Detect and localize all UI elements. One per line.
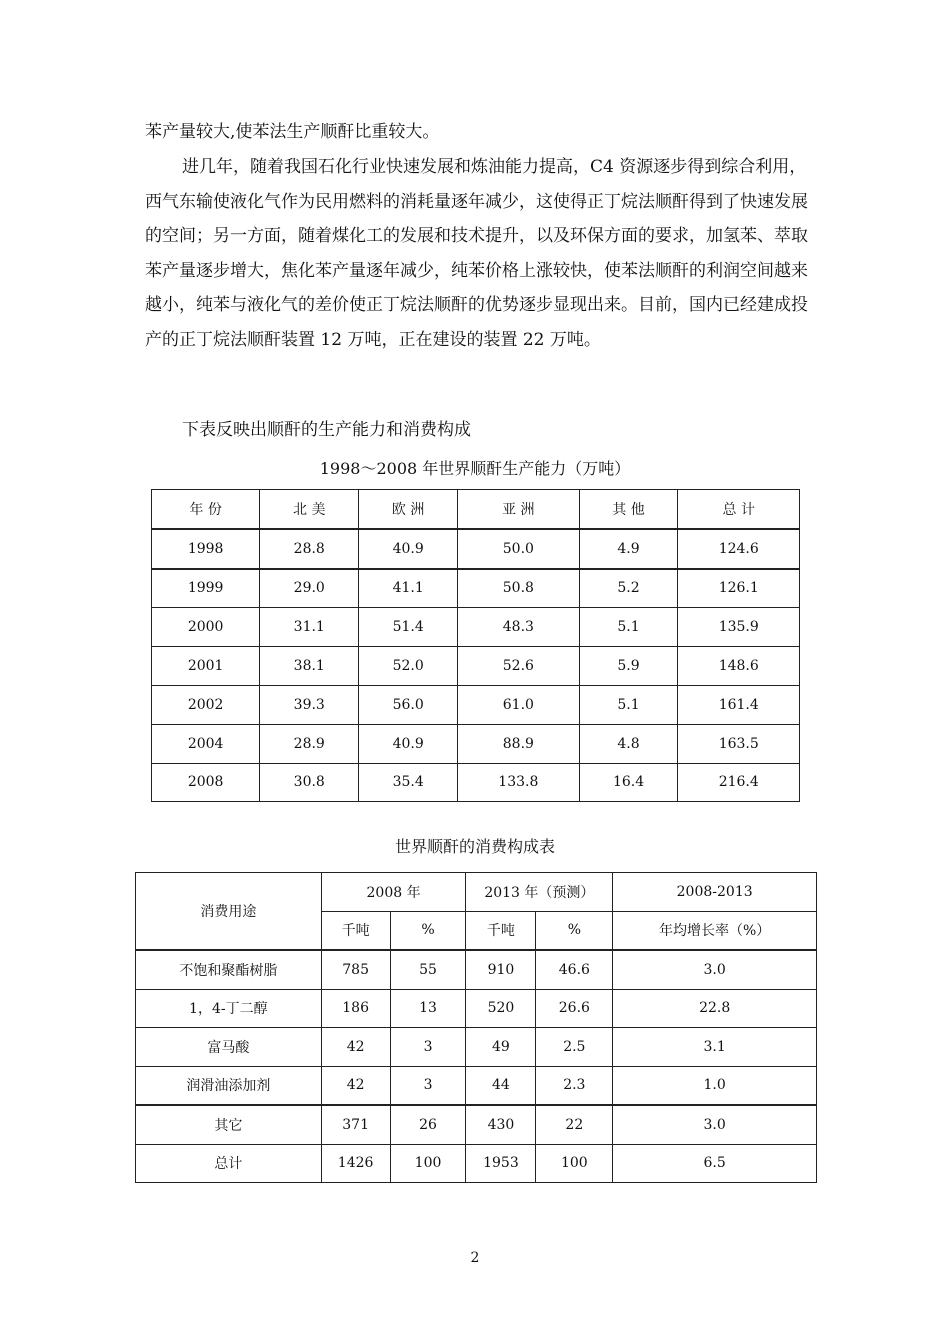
- table-cell: 161.4: [678, 685, 800, 724]
- table-cell: 31.1: [260, 608, 359, 647]
- consumption-table-row: [136, 1028, 817, 1067]
- table-cell: 910: [466, 950, 536, 989]
- table-cell: 3: [390, 1028, 466, 1067]
- table-cell: 50.0: [458, 529, 579, 569]
- table-cell: 186: [321, 989, 390, 1028]
- capacity-table-row: [152, 763, 800, 802]
- table-cell: 52.6: [458, 647, 579, 686]
- table-cell: 3.0: [613, 950, 817, 989]
- capacity-table: [151, 489, 800, 802]
- header-kt-2008: 千吨: [321, 911, 390, 950]
- paragraph-main-text: 进几年，随着我国石化行业快速发展和炼油能力提高，C4 资源逐步得到综合利用，西气东输使液化气作为民用燃料的消耗量逐年减少，这使得正丁烷法顺酐得到了快速发展的空间；另一方面，随着煤化工的发展和技术提升，以及环保方面的要求，加氢苯、萃取苯产量逐步增大，焦化苯产量逐年减少，纯苯价格上涨较快，使苯法顺酐的利润空间越来越小，纯苯与液化气的差价使正丁烷法顺酐的优势逐步显现出来。目前，国内已经建成投产的正丁烷法顺酐装置 12 万吨，正在建设的装置 22 万吨。: [145, 157, 808, 350]
- table-cell: 28.8: [260, 529, 359, 569]
- table-cell: 4.9: [579, 529, 678, 569]
- capacity-table-row: [152, 685, 800, 724]
- table-cell: 100: [536, 1144, 613, 1183]
- table-cell: 49: [466, 1028, 536, 1067]
- header-other: 其 他: [579, 490, 678, 529]
- capacity-table-row: [152, 529, 800, 569]
- table-cell: 430: [466, 1105, 536, 1144]
- capacity-table-header-row: [152, 490, 800, 529]
- table-cell: 2.5: [536, 1028, 613, 1067]
- header-pct-2008: %: [390, 911, 466, 950]
- table-cell: 5.1: [579, 685, 678, 724]
- table-cell: 30.8: [260, 763, 359, 802]
- consumption-header-row-1: [136, 873, 817, 912]
- table-cell: 22: [536, 1105, 613, 1144]
- table-cell: 润滑油添加剂: [136, 1066, 322, 1105]
- header-total: 总 计: [678, 490, 800, 529]
- consumption-table: [135, 872, 817, 1183]
- table-cell: 40.9: [359, 724, 458, 763]
- paragraph-table-intro: [145, 413, 810, 448]
- table-cell: 88.9: [458, 724, 579, 763]
- table-cell: 2.3: [536, 1066, 613, 1105]
- header-year: 年 份: [152, 490, 260, 529]
- table-cell: 50.8: [458, 569, 579, 608]
- table-cell: 26: [390, 1105, 466, 1144]
- table-cell: 1998: [152, 529, 260, 569]
- capacity-table-row: [152, 724, 800, 763]
- table-cell: 22.8: [613, 989, 817, 1028]
- header-asia: 亚 洲: [458, 490, 579, 529]
- table-cell: 28.9: [260, 724, 359, 763]
- page-number: 2: [470, 1250, 480, 1266]
- table-cell: 100: [390, 1144, 466, 1183]
- table-cell: 其它: [136, 1105, 322, 1144]
- table-cell: 13: [390, 989, 466, 1028]
- header-2008: 2008 年: [321, 873, 466, 912]
- consumption-table-row: [136, 1144, 817, 1183]
- table-cell: 48.3: [458, 608, 579, 647]
- table-cell: 785: [321, 950, 390, 989]
- table-cell: 16.4: [579, 763, 678, 802]
- header-north-america: 北 美: [260, 490, 359, 529]
- table-cell: 51.4: [359, 608, 458, 647]
- table-cell: 520: [466, 989, 536, 1028]
- table-cell: 6.5: [613, 1144, 817, 1183]
- table-cell: 41.1: [359, 569, 458, 608]
- table-cell: 52.0: [359, 647, 458, 686]
- table-cell: 3: [390, 1066, 466, 1105]
- table-cell: 1953: [466, 1144, 536, 1183]
- consumption-table-row: [136, 989, 817, 1028]
- header-growth-years: 2008-2013: [613, 873, 817, 912]
- table-cell: 55: [390, 950, 466, 989]
- header-kt-2013: 千吨: [466, 911, 536, 950]
- table-cell: 133.8: [458, 763, 579, 802]
- header-europe: 欧 洲: [359, 490, 458, 529]
- capacity-table-row: [152, 647, 800, 686]
- table-cell: 46.6: [536, 950, 613, 989]
- table-cell: 163.5: [678, 724, 800, 763]
- header-use: 消费用途: [136, 873, 322, 951]
- header-pct-2013: %: [536, 911, 613, 950]
- table-cell: 40.9: [359, 529, 458, 569]
- capacity-table-caption: 1998～2008 年世界顺酐生产能力（万吨）: [319, 459, 631, 478]
- table-cell: 135.9: [678, 608, 800, 647]
- table-cell: 61.0: [458, 685, 579, 724]
- consumption-table-row: [136, 1105, 817, 1144]
- table-cell: 124.6: [678, 529, 800, 569]
- header-growth-rate: 年均增长率（%）: [613, 911, 817, 950]
- table-cell: 3.1: [613, 1028, 817, 1067]
- table-cell: 富马酸: [136, 1028, 322, 1067]
- table-cell: 38.1: [260, 647, 359, 686]
- capacity-table-row: [152, 608, 800, 647]
- table-cell: 2000: [152, 608, 260, 647]
- consumption-table-caption: 世界顺酐的消费构成表: [394, 837, 555, 856]
- table-cell: 5.2: [579, 569, 678, 608]
- table-cell: 4.8: [579, 724, 678, 763]
- paragraph-table-intro-text: 下表反映出顺酐的生产能力和消费构成: [182, 420, 471, 440]
- table-cell: 总计: [136, 1144, 322, 1183]
- table-cell: 29.0: [260, 569, 359, 608]
- table-cell: 1.0: [613, 1066, 817, 1105]
- table-cell: 26.6: [536, 989, 613, 1028]
- table-cell: 148.6: [678, 647, 800, 686]
- consumption-table-row: [136, 1066, 817, 1105]
- paragraph-main: [145, 150, 810, 357]
- table-cell: 2008: [152, 763, 260, 802]
- table-cell: 1，4-丁二醇: [136, 989, 322, 1028]
- table-cell: 42: [321, 1028, 390, 1067]
- table-cell: 1999: [152, 569, 260, 608]
- table-cell: 2001: [152, 647, 260, 686]
- table-cell: 126.1: [678, 569, 800, 608]
- table-cell: 3.0: [613, 1105, 817, 1144]
- table-cell: 42: [321, 1066, 390, 1105]
- consumption-table-row: [136, 950, 817, 989]
- table-cell: 1426: [321, 1144, 390, 1183]
- table-cell: 5.9: [579, 647, 678, 686]
- capacity-table-row: [152, 569, 800, 608]
- table-cell: 371: [321, 1105, 390, 1144]
- table-cell: 39.3: [260, 685, 359, 724]
- header-2013: 2013 年（预测）: [466, 873, 613, 912]
- table-cell: 不饱和聚酯树脂: [136, 950, 322, 989]
- table-cell: 216.4: [678, 763, 800, 802]
- table-cell: 2002: [152, 685, 260, 724]
- paragraph-continued: 苯产量较大,使苯法生产顺酐比重较大。: [145, 122, 440, 142]
- table-cell: 5.1: [579, 608, 678, 647]
- table-cell: 44: [466, 1066, 536, 1105]
- table-cell: 2004: [152, 724, 260, 763]
- table-cell: 35.4: [359, 763, 458, 802]
- table-cell: 56.0: [359, 685, 458, 724]
